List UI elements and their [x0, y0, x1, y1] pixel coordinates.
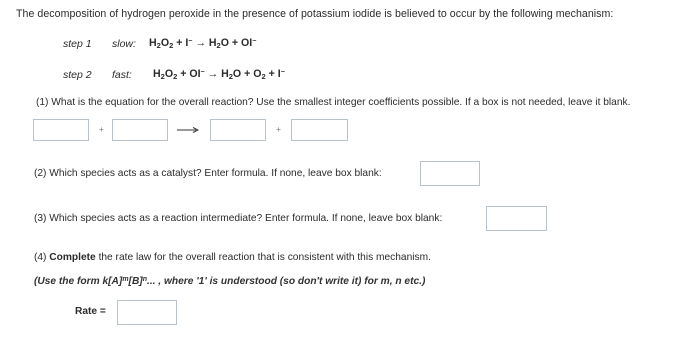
reactant-1-input[interactable] [33, 119, 89, 141]
question-4-hint: (Use the form $k[A]^m[B]^n$... , where '1' is understood (so don't write it) for m, n etc.) [34, 276, 426, 287]
step-2-label: step 2 [63, 69, 92, 81]
step-1-speed: slow: [112, 38, 136, 50]
question-4-text [34, 252, 431, 263]
question-4-rest: the rate law for the overall reaction that is consistent with this mechanism. [98, 252, 431, 263]
step-1-equation: $H_2O_2 + I^- \to H_2O + OI^-$ [149, 37, 257, 50]
question-3-text: (3) Which species acts as a reaction intermediate? Enter formula. If none, leave box blank: [34, 213, 443, 224]
rate-law-input[interactable] [117, 300, 177, 325]
question-1-text: (1) What is the equation for the overall reaction? Use the smallest integer coefficients possible. If a box is not needed, leave it blank. [36, 97, 631, 108]
question-2-text: (2) Which species acts as a catalyst? Enter formula. If none, leave box blank: [34, 168, 382, 179]
product-2-input[interactable] [291, 119, 348, 141]
reaction-arrow-icon [177, 126, 199, 134]
question-4-bold-word: Complete [49, 252, 96, 263]
intermediate-input[interactable] [486, 206, 547, 231]
problem-intro: The decomposition of hydrogen peroxide in the presence of potassium iodide is believed to occur by the following mechanism: [16, 8, 614, 20]
step-2-speed: fast: [112, 69, 132, 81]
step-2-equation: $H_2O_2 + OI^- \to H_2O + O_2 + I^-$ [153, 68, 285, 81]
catalyst-input[interactable] [420, 161, 480, 186]
rate-label: Rate = [75, 306, 106, 317]
reactant-2-input[interactable] [112, 119, 168, 141]
plus-sign-1: + [99, 124, 104, 134]
question-4-prefix: (4) [34, 252, 47, 263]
plus-sign-2: + [276, 124, 281, 134]
step-1-label: step 1 [63, 38, 92, 50]
product-1-input[interactable] [210, 119, 266, 141]
